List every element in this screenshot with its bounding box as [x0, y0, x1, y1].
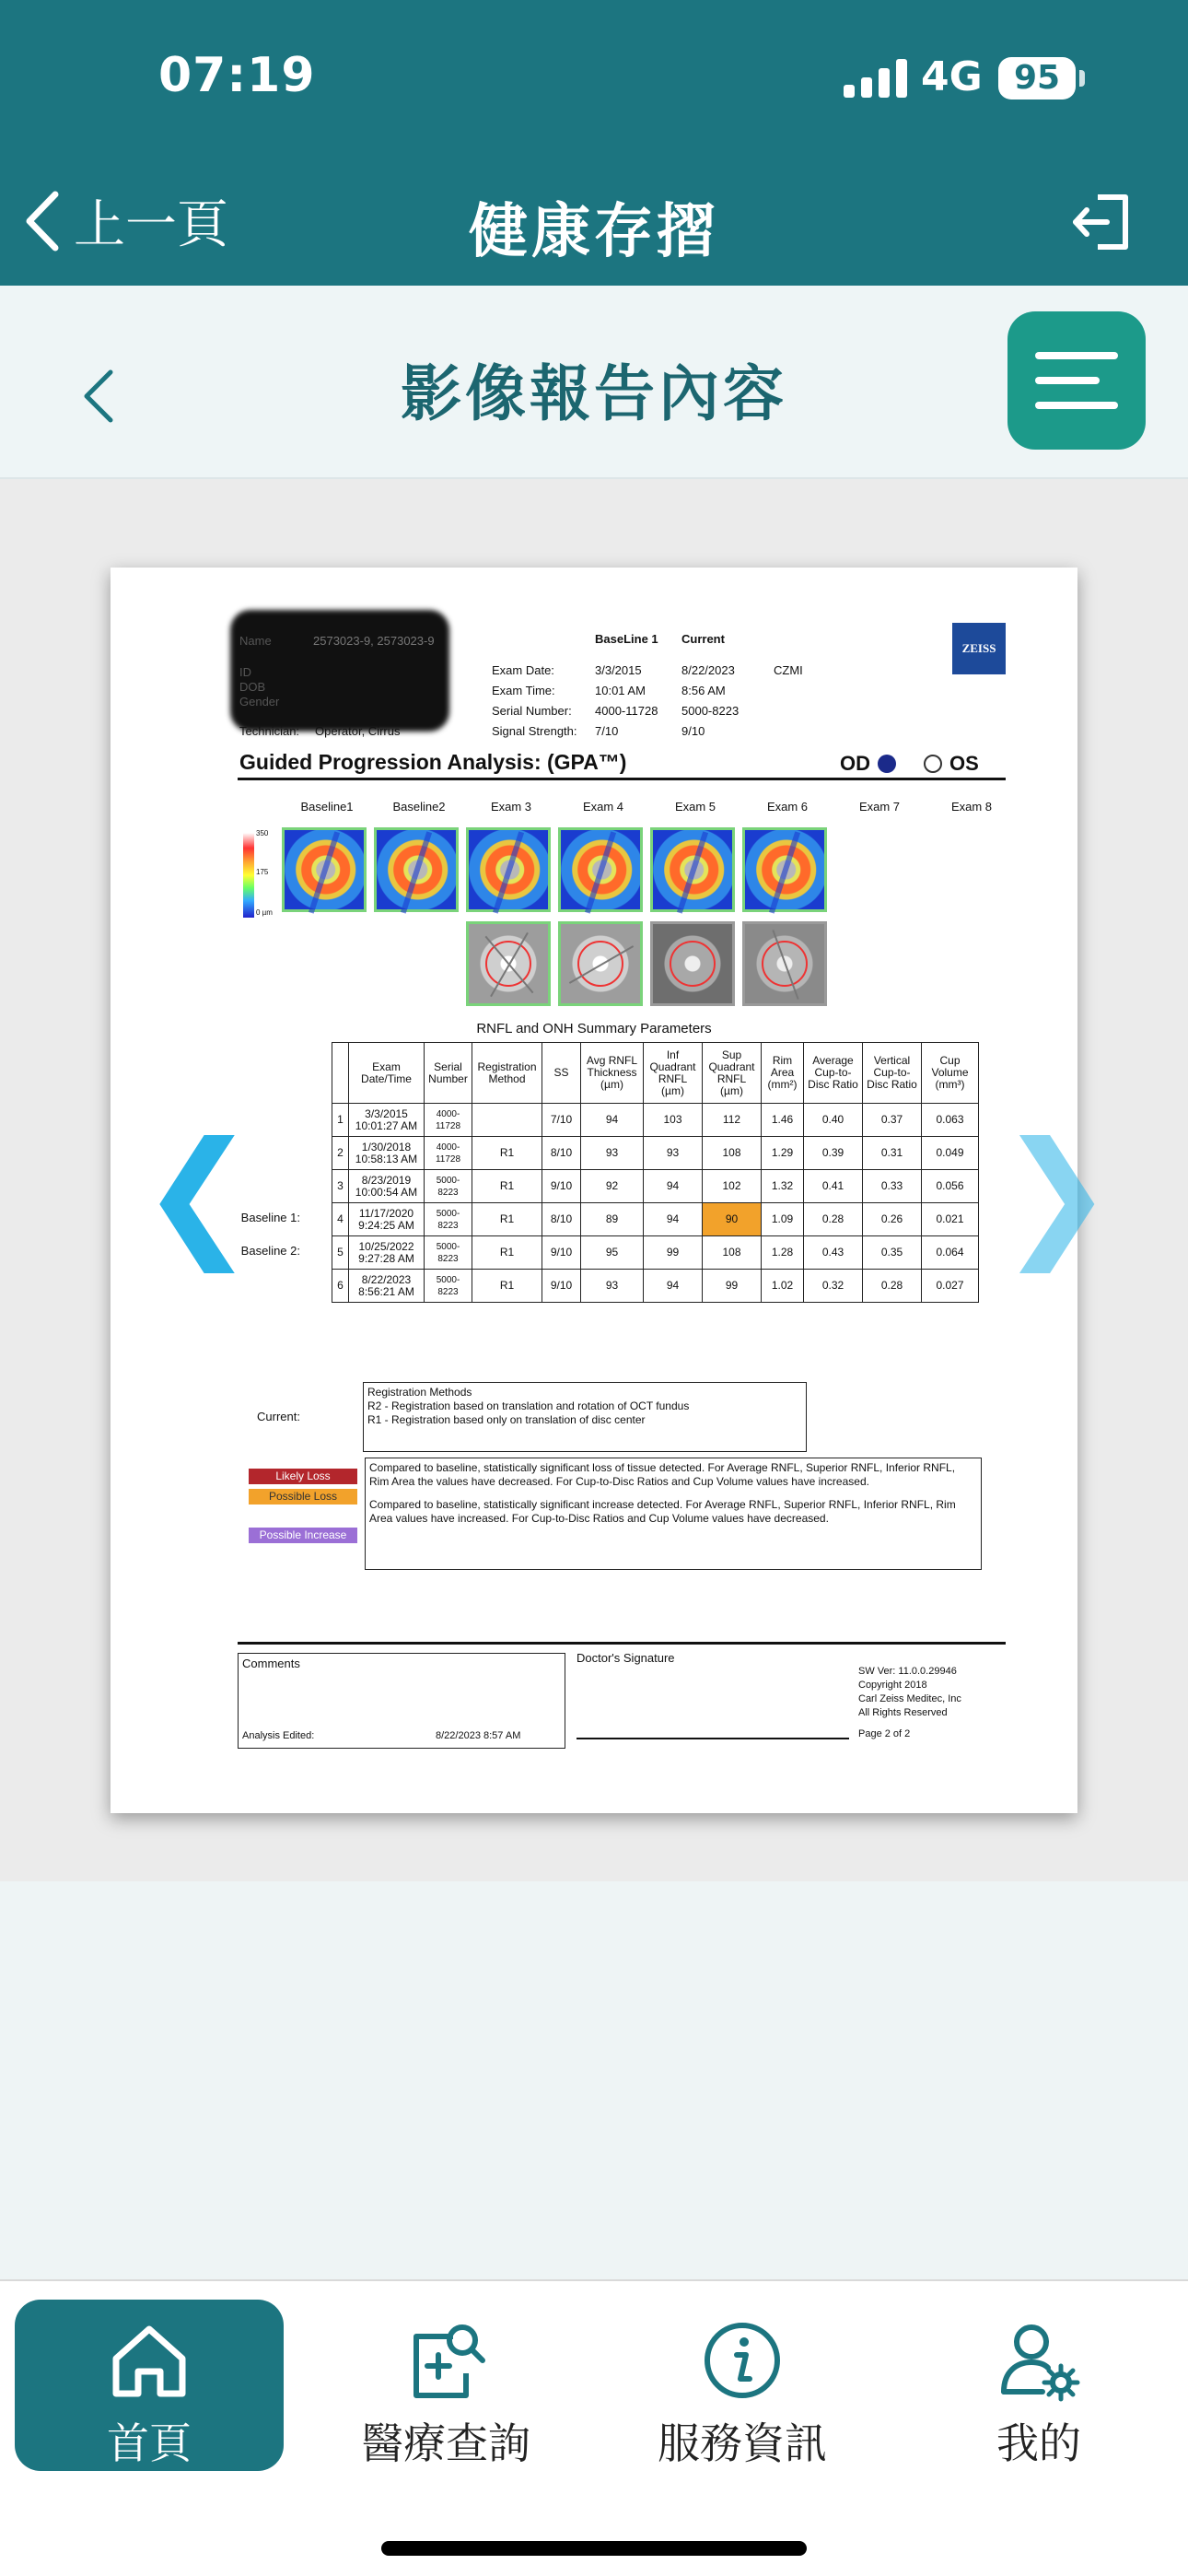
- cell-acd: 0.41: [804, 1170, 863, 1203]
- cell-sup: 108: [703, 1137, 762, 1170]
- baseline-serial: 4000-11728: [595, 704, 658, 718]
- comments-box: [238, 1653, 565, 1749]
- company: Carl Zeiss Meditec, Inc: [858, 1693, 961, 1704]
- cell-serial: 5000-8223: [425, 1170, 472, 1203]
- exam-column-label: Exam 5: [674, 800, 716, 814]
- baseline-header: BaseLine 1: [595, 632, 658, 646]
- cell-reg: [472, 1104, 542, 1137]
- cell-exam-datetime: [349, 1236, 425, 1270]
- row-label: Baseline 1:: [240, 1211, 300, 1224]
- exam-date: 11/17/2020: [358, 1206, 414, 1220]
- cell-avg: 92: [581, 1170, 644, 1203]
- exam-column-label: Exam 8: [950, 800, 993, 814]
- current-date: 8/22/2023: [681, 663, 735, 677]
- table-row: [332, 1203, 979, 1236]
- menu-icon: [1035, 402, 1118, 409]
- cell-avg: 93: [581, 1270, 644, 1303]
- column-header: Exam Date/Time: [349, 1043, 425, 1104]
- signature-line: [577, 1738, 849, 1739]
- cell-ss: 9/10: [542, 1236, 581, 1270]
- label-id: ID: [239, 665, 251, 679]
- comments-label: Comments: [242, 1657, 300, 1670]
- cell-n: 2: [332, 1137, 349, 1170]
- fundus-image: [466, 921, 551, 1006]
- rights: All Rights Reserved: [858, 1707, 948, 1718]
- cell-cup: 0.049: [922, 1137, 979, 1170]
- column-header: Average Cup-to-Disc Ratio: [804, 1043, 863, 1104]
- exam-time-label: Exam Time:: [492, 684, 555, 697]
- column-header: [332, 1043, 349, 1104]
- column-header: Registration Method: [472, 1043, 542, 1104]
- table-row: [332, 1170, 979, 1203]
- exam-date: 1/30/2018: [361, 1140, 412, 1153]
- table-title: RNFL and ONH Summary Parameters: [476, 1021, 712, 1036]
- cell-rim: 1.09: [762, 1203, 804, 1236]
- bottom-navigation: [0, 2279, 1188, 2576]
- eye-selector: [840, 752, 979, 776]
- cell-cup: 0.056: [922, 1170, 979, 1203]
- cell-rim: 1.46: [762, 1104, 804, 1137]
- chevron-right-icon: ❯: [998, 1113, 1114, 1273]
- os-radio-icon: [924, 755, 942, 773]
- cell-ss: 8/10: [542, 1203, 581, 1236]
- fundus-image: [650, 921, 735, 1006]
- cell-avg: 94: [581, 1104, 644, 1137]
- exam-column-label: Exam 3: [490, 800, 532, 814]
- status-time: 07:19: [158, 48, 316, 103]
- nav-label: 醫療查詢: [361, 2418, 530, 2468]
- column-header: Serial Number: [425, 1043, 472, 1104]
- cell-sup: 102: [703, 1170, 762, 1203]
- cellular-signal-icon: [844, 57, 907, 98]
- redacted-patient-info: [230, 610, 449, 732]
- serial-label: Serial Number:: [492, 704, 572, 718]
- cell-sup: 90: [703, 1203, 762, 1236]
- legend-explanation-box: [365, 1458, 982, 1570]
- cell-vcd: 0.28: [863, 1270, 922, 1303]
- cell-cup: 0.064: [922, 1236, 979, 1270]
- back-label: 上一頁: [74, 195, 228, 255]
- cell-rim: 1.02: [762, 1270, 804, 1303]
- nav-my-account[interactable]: [904, 2300, 1173, 2471]
- nav-label: 首頁: [107, 2418, 192, 2468]
- cell-exam-datetime: [349, 1203, 425, 1236]
- cell-acd: 0.43: [804, 1236, 863, 1270]
- nav-label: 服務資訊: [658, 2418, 827, 2468]
- cell-sup: 112: [703, 1104, 762, 1137]
- table-header-row: [332, 1043, 979, 1104]
- column-header: Avg RNFL Thickness (µm): [581, 1043, 644, 1104]
- cell-reg: R1: [472, 1236, 542, 1270]
- battery-icon: 95: [998, 57, 1076, 100]
- exam-time: 9:24:25 AM: [358, 1218, 414, 1232]
- likely-loss-swatch: Likely Loss: [249, 1469, 357, 1484]
- exam-date: 10/25/2022: [358, 1239, 414, 1253]
- label-dob: DOB: [239, 680, 266, 694]
- column-header: Inf Quadrant RNFL (µm): [644, 1043, 703, 1104]
- cell-ss: 9/10: [542, 1170, 581, 1203]
- cell-n: 3: [332, 1170, 349, 1203]
- cell-avg: 89: [581, 1203, 644, 1236]
- increase-explanation: Compared to baseline, statistically significant increase detected. For Average RNFL, Superior RNFL, Inferior RNFL, Rim Area values have increased. For Cup-to-Disc Ratios and Cup Volume values have decreased.: [369, 1498, 956, 1525]
- exam-date: 8/22/2023: [361, 1272, 412, 1286]
- cell-n: 4: [332, 1203, 349, 1236]
- table-row: [332, 1104, 979, 1137]
- next-image-button[interactable]: [998, 1113, 1114, 1273]
- possible-increase-swatch: Possible Increase: [249, 1528, 357, 1543]
- nav-home[interactable]: [15, 2300, 284, 2471]
- cell-inf: 94: [644, 1170, 703, 1203]
- column-header: Rim Area (mm²): [762, 1043, 804, 1104]
- cell-serial: 5000-8223: [425, 1203, 472, 1236]
- cell-vcd: 0.31: [863, 1137, 922, 1170]
- registration-line: R2 - Registration based on translation and rotation of OCT fundus: [367, 1399, 690, 1412]
- exam-time: 10:00:54 AM: [355, 1185, 418, 1199]
- cell-cup: 0.021: [922, 1203, 979, 1236]
- cell-vcd: 0.35: [863, 1236, 922, 1270]
- exam-date-label: Exam Date:: [492, 663, 554, 677]
- label-name: Name: [239, 634, 272, 648]
- scale-tick: 350: [256, 829, 269, 837]
- gpa-title: Guided Progression Analysis: (GPA™): [239, 750, 627, 774]
- fundus-image: [558, 921, 643, 1006]
- current-serial: 5000-8223: [681, 704, 740, 718]
- signature-label: Doctor's Signature: [577, 1651, 675, 1665]
- cell-acd: 0.32: [804, 1270, 863, 1303]
- os-label: OS: [949, 752, 979, 775]
- sw-version: SW Ver: 11.0.0.29946: [858, 1666, 957, 1677]
- cell-n: 6: [332, 1270, 349, 1303]
- cell-reg: R1: [472, 1203, 542, 1236]
- cell-inf: 99: [644, 1236, 703, 1270]
- column-header: Vertical Cup-to-Disc Ratio: [863, 1043, 922, 1104]
- column-header: SS: [542, 1043, 581, 1104]
- current-header: Current: [681, 632, 725, 646]
- rnfl-thickness-map: [558, 827, 643, 912]
- registration-line: R1 - Registration based only on translation of disc center: [367, 1413, 646, 1426]
- rnfl-thickness-map: [466, 827, 551, 912]
- exam-column-label: Exam 6: [766, 800, 809, 814]
- exam-time: 8:56:21 AM: [358, 1284, 414, 1298]
- medical-search-icon: [402, 2316, 490, 2405]
- image-viewer: [0, 479, 1188, 1881]
- app-header: [0, 0, 1188, 286]
- loss-explanation: Compared to baseline, statistically significant loss of tissue detected. For Average RNFL, Superior RNFL, Inferior RNFL, Rim Area the values have decreased. For Cup-to-Disc Ratios and Cup Volume values have increased.: [369, 1461, 956, 1488]
- rnfl-summary-table: [332, 1042, 979, 1303]
- exam-column-label: Baseline2: [392, 800, 446, 814]
- cell-reg: R1: [472, 1270, 542, 1303]
- cell-vcd: 0.33: [863, 1170, 922, 1203]
- cell-rim: 1.32: [762, 1170, 804, 1203]
- cell-ss: 7/10: [542, 1104, 581, 1137]
- cell-exam-datetime: [349, 1170, 425, 1203]
- cell-rim: 1.28: [762, 1236, 804, 1270]
- od-radio-icon: [878, 755, 896, 773]
- possible-loss-swatch: Possible Loss: [249, 1489, 357, 1505]
- label-technician: Technician:: [239, 724, 300, 738]
- zeiss-logo: ZEISS: [952, 623, 1006, 674]
- exam-column-label: Exam 4: [582, 800, 624, 814]
- baseline-date: 3/3/2015: [595, 663, 642, 677]
- fundus-image: [742, 921, 827, 1006]
- baseline-signal: 7/10: [595, 724, 619, 738]
- cell-avg: 95: [581, 1236, 644, 1270]
- cell-reg: R1: [472, 1170, 542, 1203]
- cell-acd: 0.40: [804, 1104, 863, 1137]
- column-header: Cup Volume (mm³): [922, 1043, 979, 1104]
- menu-icon: [1035, 377, 1100, 384]
- home-indicator[interactable]: [381, 2541, 807, 2556]
- rnfl-thickness-map: [374, 827, 459, 912]
- chevron-left-icon: ❮: [140, 1113, 256, 1273]
- cell-exam-datetime: [349, 1270, 425, 1303]
- current-signal: 9/10: [681, 724, 705, 738]
- page-title: 健康存摺: [469, 198, 719, 266]
- table-row: [332, 1270, 979, 1303]
- label-gender: Gender: [239, 695, 280, 708]
- report-title: 影像報告內容: [401, 358, 787, 429]
- exam-date: 8/23/2019: [361, 1173, 412, 1187]
- exam-time: 10:58:13 AM: [355, 1152, 418, 1165]
- sub-header: [0, 286, 1188, 479]
- cell-cup: 0.063: [922, 1104, 979, 1137]
- cell-serial: 5000-8223: [425, 1236, 472, 1270]
- network-type: 4G: [921, 53, 983, 100]
- cell-serial: 4000-11728: [425, 1104, 472, 1137]
- column-header: Sup Quadrant RNFL (µm): [703, 1043, 762, 1104]
- thickness-scale: [243, 833, 254, 918]
- cell-inf: 94: [644, 1270, 703, 1303]
- cell-avg: 93: [581, 1137, 644, 1170]
- cell-serial: 5000-8223: [425, 1270, 472, 1303]
- cell-acd: 0.28: [804, 1203, 863, 1236]
- row-label: Baseline 2:: [240, 1244, 300, 1258]
- battery-tip: [1079, 70, 1085, 87]
- cell-sup: 99: [703, 1270, 762, 1303]
- nav-label: 我的: [996, 2418, 1081, 2468]
- cell-cup: 0.027: [922, 1270, 979, 1303]
- nav-medical-search[interactable]: [311, 2300, 580, 2471]
- registration-line: Registration Methods: [367, 1386, 472, 1399]
- logout-icon[interactable]: [1070, 190, 1135, 254]
- cell-inf: 103: [644, 1104, 703, 1137]
- cell-reg: R1: [472, 1137, 542, 1170]
- cell-acd: 0.39: [804, 1137, 863, 1170]
- cell-ss: 9/10: [542, 1270, 581, 1303]
- cell-exam-datetime: [349, 1104, 425, 1137]
- current-time: 8:56 AM: [681, 684, 726, 697]
- copyright: Copyright 2018: [858, 1680, 927, 1691]
- nav-service-info[interactable]: [608, 2300, 877, 2471]
- exam-column-label: Exam 7: [858, 800, 901, 814]
- device-code: CZMI: [774, 663, 803, 677]
- cell-sup: 108: [703, 1236, 762, 1270]
- rnfl-thickness-map: [650, 827, 735, 912]
- cell-vcd: 0.37: [863, 1104, 922, 1137]
- table-row: [332, 1236, 979, 1270]
- divider: [238, 1642, 1006, 1645]
- cell-n: 1: [332, 1104, 349, 1137]
- user-settings-icon: [995, 2316, 1083, 2405]
- cell-inf: 93: [644, 1137, 703, 1170]
- cell-ss: 8/10: [542, 1137, 581, 1170]
- page-number: Page 2 of 2: [858, 1728, 911, 1739]
- exam-time: 10:01:27 AM: [355, 1118, 418, 1132]
- rnfl-thickness-map: [742, 827, 827, 912]
- row-label: Current:: [257, 1410, 300, 1423]
- rnfl-thickness-map: [282, 827, 367, 912]
- baseline-time: 10:01 AM: [595, 684, 646, 697]
- info-icon: [698, 2316, 786, 2405]
- exam-date: 3/3/2015: [365, 1107, 408, 1120]
- cell-n: 5: [332, 1236, 349, 1270]
- signal-label: Signal Strength:: [492, 724, 577, 738]
- cell-vcd: 0.26: [863, 1203, 922, 1236]
- registration-methods-box: [363, 1382, 807, 1452]
- menu-icon: [1035, 352, 1118, 359]
- exam-column-label: Baseline1: [300, 800, 354, 814]
- scale-tick: 175: [256, 868, 269, 876]
- prev-image-button[interactable]: [140, 1113, 256, 1273]
- home-icon: [105, 2316, 193, 2405]
- cell-serial: 4000-11728: [425, 1137, 472, 1170]
- cell-exam-datetime: [349, 1137, 425, 1170]
- table-row: [332, 1137, 979, 1170]
- divider: [238, 778, 1006, 780]
- patient-name: 2573023-9, 2573023-9: [313, 634, 435, 648]
- analysis-edited-label: Analysis Edited:: [242, 1730, 315, 1741]
- exam-time: 9:27:28 AM: [358, 1251, 414, 1265]
- menu-button[interactable]: [1007, 311, 1146, 450]
- scale-tick: 0 µm: [256, 908, 273, 917]
- od-label: OD: [840, 752, 870, 775]
- analysis-edited-value: 8/22/2023 8:57 AM: [436, 1730, 521, 1741]
- technician-value: Operator, Cirrus: [315, 724, 401, 738]
- cell-inf: 94: [644, 1203, 703, 1236]
- cell-rim: 1.29: [762, 1137, 804, 1170]
